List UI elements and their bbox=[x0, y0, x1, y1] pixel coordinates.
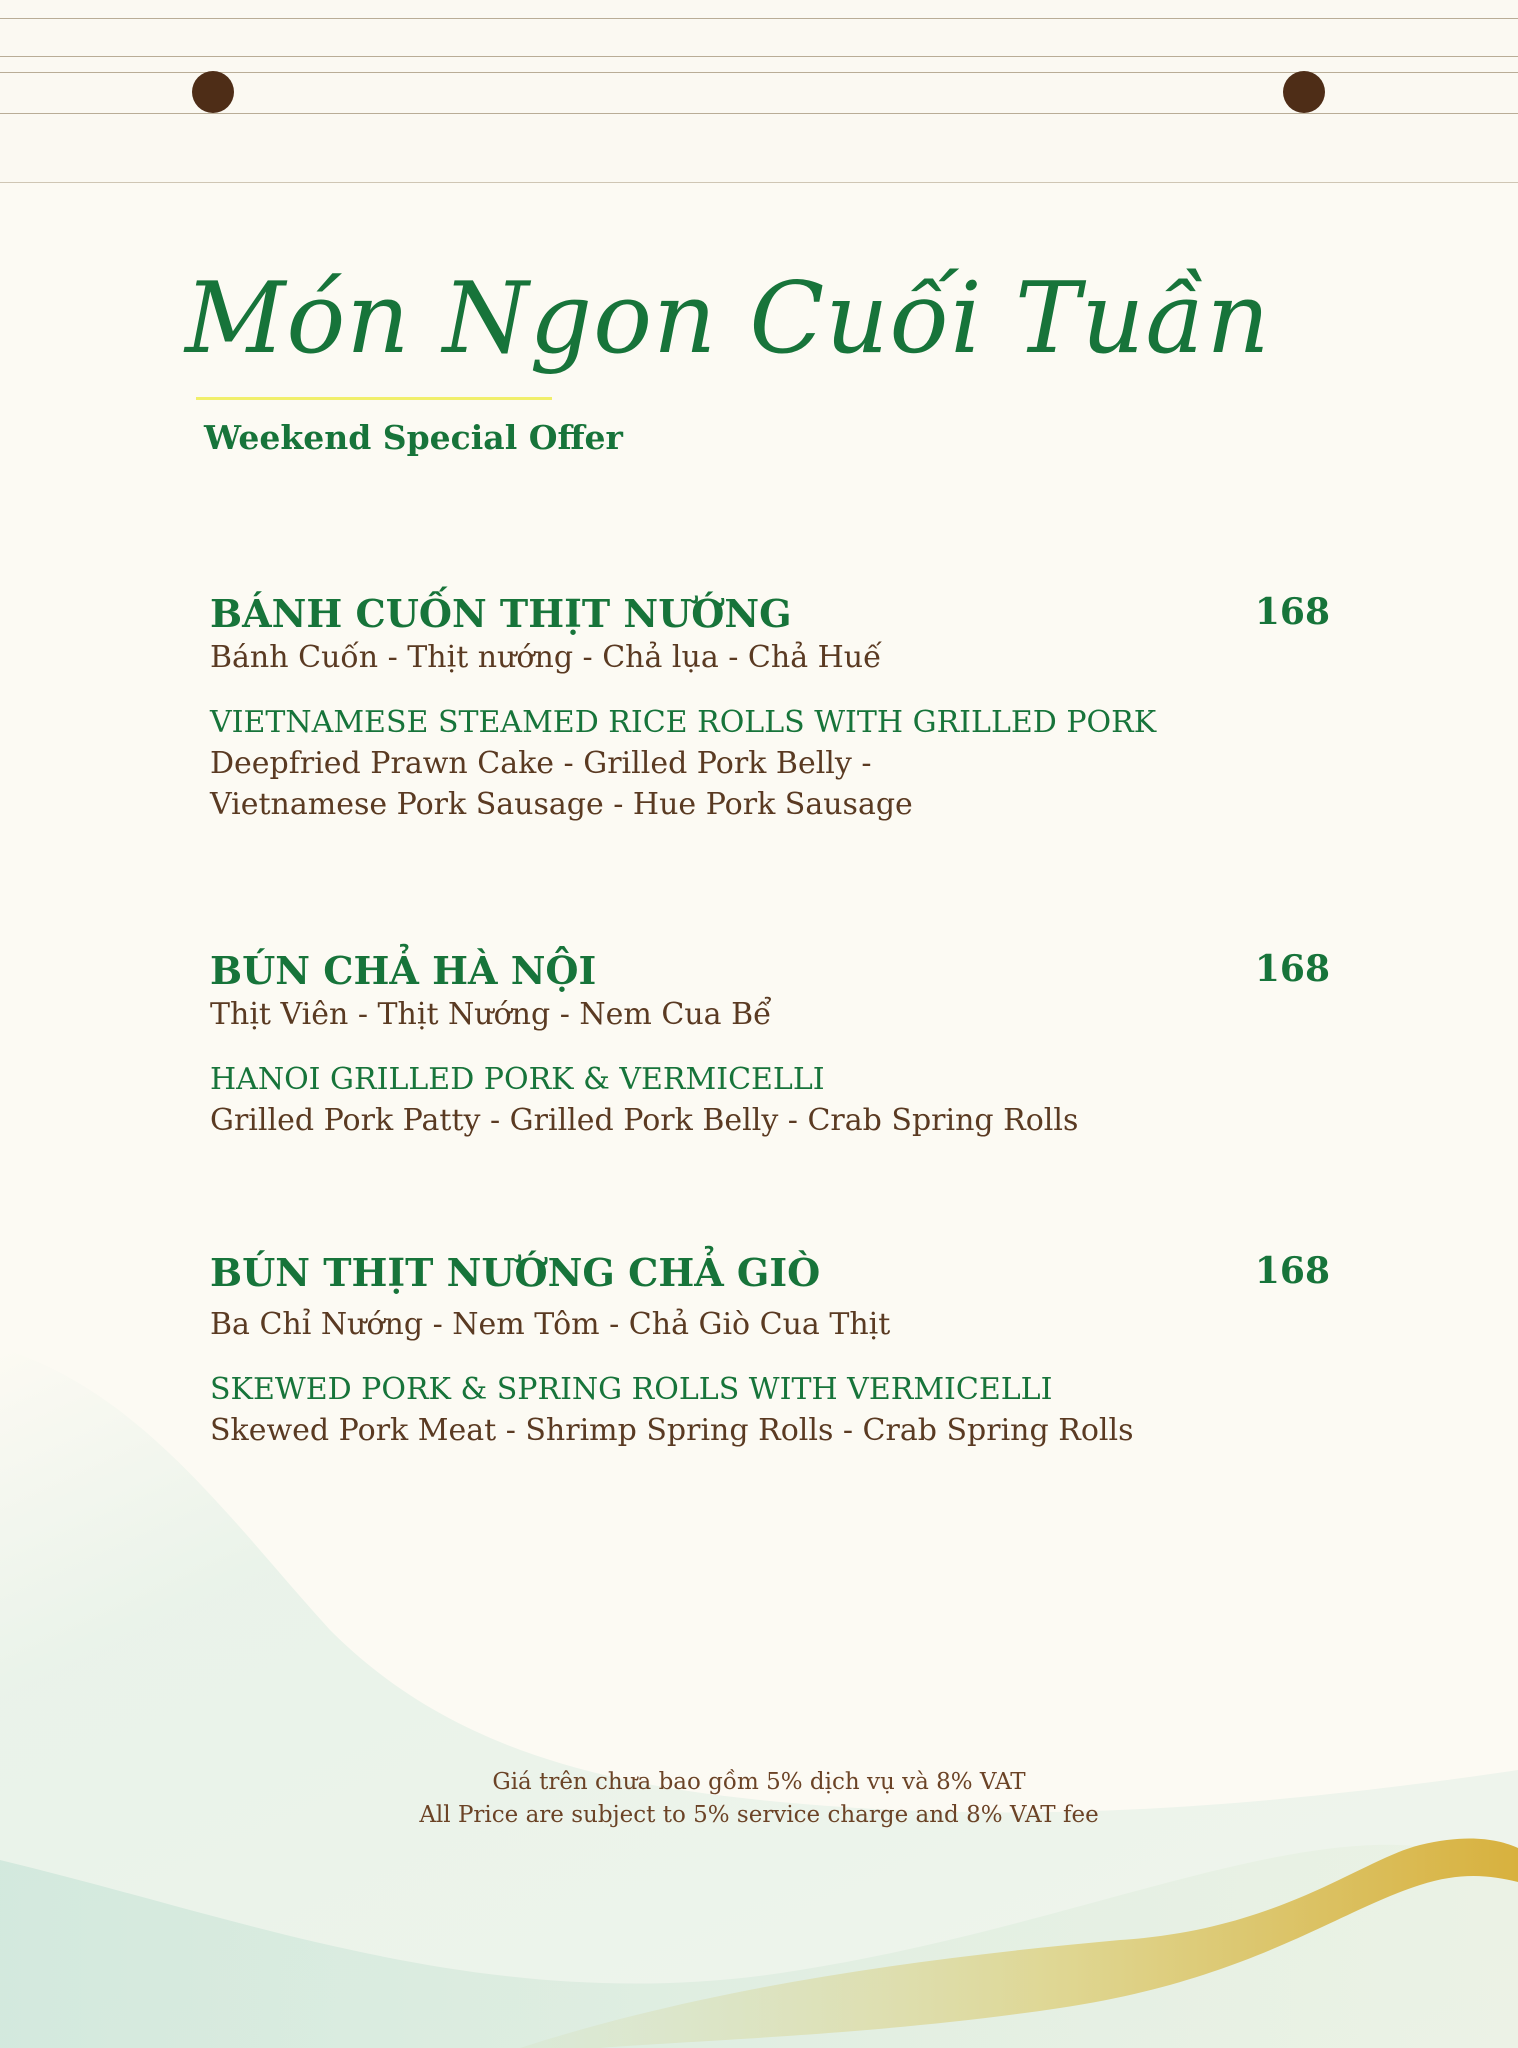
binder-hole-right bbox=[1283, 71, 1325, 113]
header-rule bbox=[0, 56, 1518, 57]
dish-description-vn: Thịt Viên - Thịt Nướng - Nem Cua Bể bbox=[210, 997, 772, 1032]
dish-name-vn: BÚN THỊT NƯỚNG CHẢ GIÒ bbox=[210, 1250, 821, 1295]
header-rule bbox=[0, 18, 1518, 19]
menu-item bbox=[210, 948, 1340, 1141]
dish-name-en: SKEWED PORK & SPRING ROLLS WITH VERMICELLI bbox=[210, 1372, 1053, 1407]
dish-description-en: Grilled Pork Patty - Grilled Pork Belly - Crab Spring Rolls bbox=[210, 1103, 1079, 1138]
dish-price: 168 bbox=[1254, 1250, 1330, 1292]
menu-item bbox=[210, 1250, 1340, 1451]
menu-title: Món Ngon Cuối Tuần bbox=[185, 262, 1271, 376]
header-band bbox=[0, 0, 1518, 183]
dish-description-en: Skewed Pork Meat - Shrimp Spring Rolls - Crab Spring Rolls bbox=[210, 1413, 1134, 1448]
dish-name-vn: BÚN CHẢ HÀ NỘI bbox=[210, 948, 597, 993]
footer-note-vn: Giá trên chưa bao gồm 5% dịch vụ và 8% VAT bbox=[492, 1769, 1026, 1795]
menu-subtitle: Weekend Special Offer bbox=[204, 418, 623, 457]
dish-description-vn: Bánh Cuốn - Thịt nướng - Chả lụa - Chả Huế bbox=[210, 640, 882, 675]
dish-description-vn: Ba Chỉ Nướng - Nem Tôm - Chả Giò Cua Thịt bbox=[210, 1307, 891, 1342]
header-rule bbox=[0, 113, 1518, 114]
dish-name-vn: BÁNH CUỐN THỊT NƯỚNG bbox=[210, 591, 792, 636]
dish-name-en: VIETNAMESE STEAMED RICE ROLLS WITH GRILLED PORK bbox=[210, 705, 1157, 740]
dish-price: 168 bbox=[1254, 948, 1330, 990]
binder-hole-left bbox=[192, 71, 234, 113]
dish-description-en: Deepfried Prawn Cake - Grilled Pork Belly - bbox=[210, 746, 872, 781]
dish-name-en: HANOI GRILLED PORK & VERMICELLI bbox=[210, 1062, 825, 1097]
dish-description-en: Vietnamese Pork Sausage - Hue Pork Sausage bbox=[210, 787, 913, 822]
title-underline bbox=[196, 397, 552, 400]
dish-price: 168 bbox=[1254, 591, 1330, 633]
footer-note-en: All Price are subject to 5% service charge and 8% VAT fee bbox=[419, 1802, 1099, 1828]
menu-item bbox=[210, 591, 1340, 825]
header-rule bbox=[0, 72, 1518, 73]
